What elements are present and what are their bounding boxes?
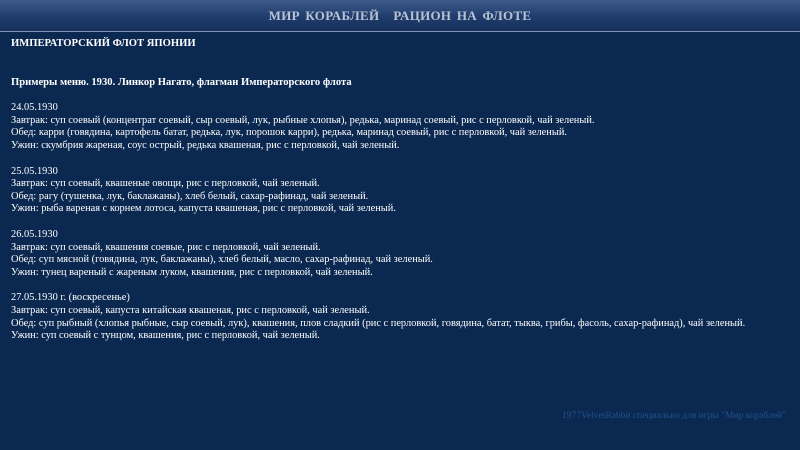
dinner-line: Ужин: скумбрия жареная, соус острый, редька квашеная, рис с перловкой, чай зеленый. <box>11 139 400 151</box>
breakfast-line: Завтрак: суп соевый, капуста китайская квашеная, рис с перловкой, чай зеленый. <box>11 304 370 316</box>
footer-credit: 1977VelvetRabbit специально для игры "Мир кораблей" <box>562 411 786 421</box>
header-brand: МИР КОРАБЛЕЙ <box>268 7 380 23</box>
day-entry <box>11 102 789 152</box>
dinner-line: Ужин: суп соевый с тунцом, квашения, рис с перловкой, чай зеленый. <box>11 330 320 342</box>
lunch-line: Обед: рагу (тушенка, лук, баклажаны), хлеб белый, сахар-рафинад, чай зеленый. <box>11 190 369 202</box>
dinner-line: Ужин: рыба вареная с корнем лотоса, капуста квашеная, рис с перловкой, чай зеленый. <box>11 203 396 215</box>
menu-document <box>11 38 789 356</box>
header-page-title: РАЦИОН НА ФЛОТЕ <box>393 7 532 23</box>
dinner-line: Ужин: тунец вареный с жареным луком, квашения, рис с перловкой, чай зеленый. <box>11 266 373 278</box>
day-entry <box>11 166 789 216</box>
header-title <box>269 8 532 24</box>
lunch-line: Обед: суп мясной (говядина, лук, баклажаны), хлеб белый, масло, сахар-рафинад, чай зеленый. <box>11 254 433 266</box>
day-date: 25.05.1930 <box>11 165 58 177</box>
day-date: 27.05.1930 г. (воскресенье) <box>11 292 130 304</box>
day-entry <box>11 292 789 342</box>
breakfast-line: Завтрак: суп соевый (концентрат соевый, сыр соевый, лук, рыбные хлопья), редька, маринад соевый, рис с перловкой, чай зеленый. <box>11 114 595 126</box>
day-date: 26.05.1930 <box>11 228 58 240</box>
day-entry <box>11 229 789 279</box>
breakfast-line: Завтрак: суп соевый, квашеные овощи, рис с перловкой, чай зеленый. <box>11 178 320 190</box>
header-bar <box>0 0 800 32</box>
breakfast-line: Завтрак: суп соевый, квашения соевые, рис с перловкой, чай зеленый. <box>11 241 321 253</box>
day-date: 24.05.1930 <box>11 102 58 114</box>
menu-title: Примеры меню. 1930. Линкор Нагато, флагман Императорского флота <box>11 76 352 88</box>
section-heading: ИМПЕРАТОРСКИЙ ФЛОТ ЯПОНИИ <box>11 38 196 49</box>
lunch-line: Обед: суп рыбный (хлопья рыбные, сыр соевый, лук), квашения, плов сладкий (рис с перловкой, говядина, батат, тыква, грибы, фасоль, сахар-рафинад), чай зеленый. <box>11 317 746 329</box>
lunch-line: Обед: карри (говядина, картофель батат, редька, лук, порошок карри), редька, маринад соевый, рис с перловкой, чай зеленый. <box>11 127 567 139</box>
